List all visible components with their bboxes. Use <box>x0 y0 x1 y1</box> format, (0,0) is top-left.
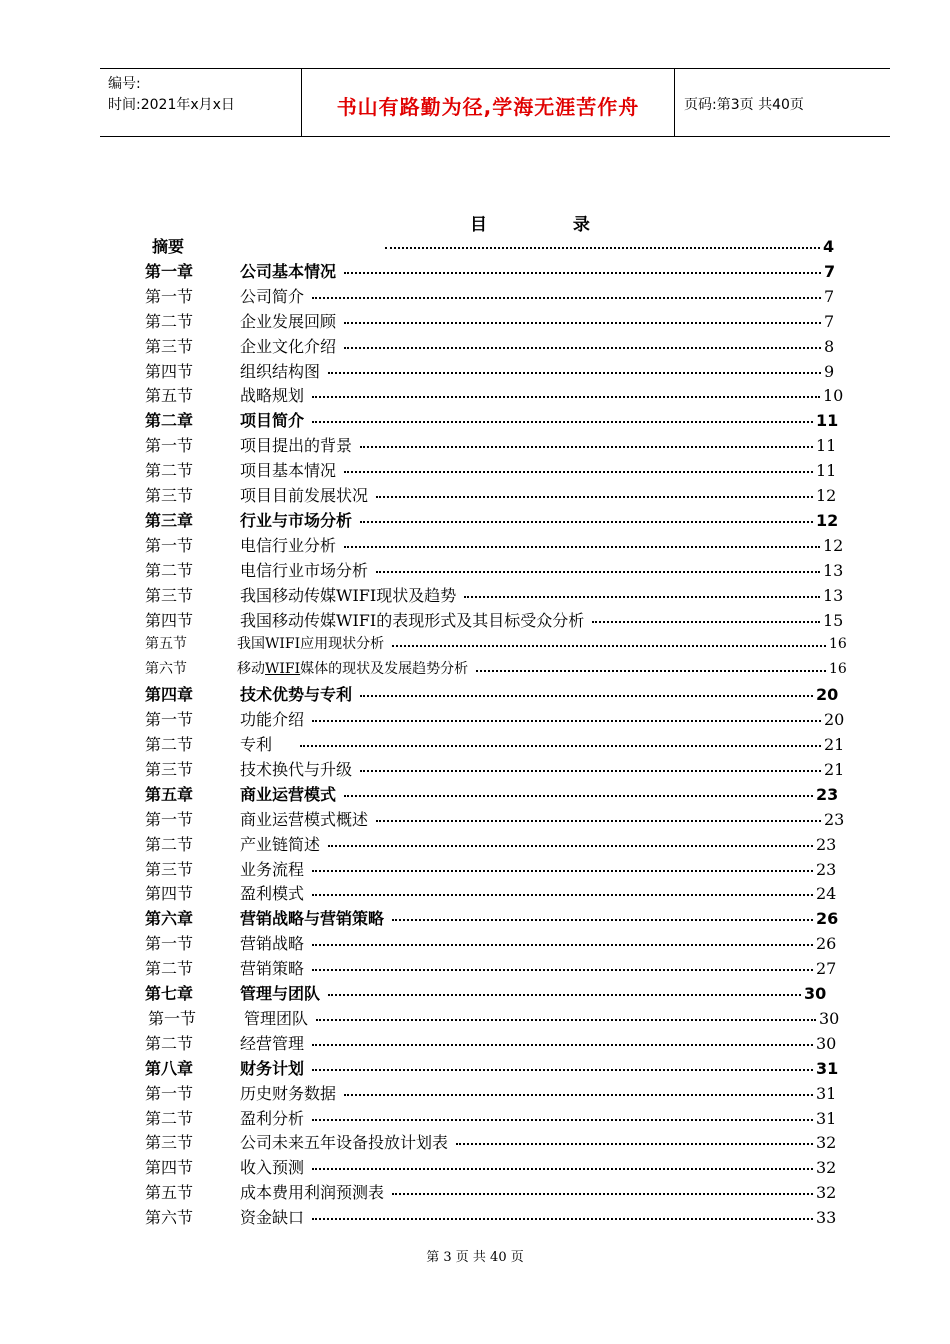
toc-entry-page: 30 <box>803 981 826 1006</box>
toc-entry-title: 营销战略与营销策略 <box>240 906 386 931</box>
toc-entry-title: 产业链简述 <box>240 832 322 857</box>
toc-entry-page: 33 <box>815 1205 836 1230</box>
toc-entry-page: 30 <box>818 1006 839 1031</box>
toc-dot-leader <box>476 670 826 672</box>
header-motto-cell <box>302 69 675 136</box>
toc-entry-title: 我国WIFI应用现状分析 <box>237 632 386 657</box>
toc-entry-number: 第三节 <box>145 859 194 879</box>
toc-entry-number: 第二章 <box>145 411 194 431</box>
toc-dot-leader <box>312 1119 813 1121</box>
toc-dot-leader <box>312 1218 813 1220</box>
toc-entry-number: 第三节 <box>145 585 194 605</box>
toc-chapter-entry[interactable] <box>0 408 950 433</box>
toc-entry-page: 31 <box>815 1106 836 1131</box>
toc-entry-number: 第四章 <box>145 685 194 705</box>
toc-entry-title: 营销战略 <box>240 931 306 956</box>
toc-entry-number: 第五节 <box>145 1183 194 1203</box>
toc-entry-page: 20 <box>815 682 838 707</box>
header-page-cell <box>675 69 890 136</box>
toc-entry-number: 第三节 <box>145 1133 194 1153</box>
toc-entry-page: 12 <box>822 533 843 558</box>
toc-entry-page: 23 <box>815 857 836 882</box>
toc-section-entry[interactable] <box>0 359 950 384</box>
toc-entry-page: 31 <box>815 1056 838 1081</box>
toc-entry-title: 项目基本情况 <box>240 458 338 483</box>
toc-section-entry[interactable] <box>0 1130 950 1155</box>
toc-entry-title: 我国移动传媒WIFI的表现形式及其目标受众分析 <box>240 608 586 633</box>
toc-section-entry[interactable] <box>0 458 950 483</box>
toc-dot-leader <box>344 471 813 473</box>
toc-entry-page: 13 <box>822 558 843 583</box>
toc-entry-title: 收入预测 <box>240 1155 306 1180</box>
toc-entry-number: 第二节 <box>145 959 194 979</box>
toc-dot-leader <box>344 347 821 349</box>
toc-dot-leader <box>312 421 813 423</box>
toc-section-entry[interactable] <box>0 433 950 458</box>
toc-entry-number: 第一节 <box>145 809 194 829</box>
toc-entry-number: 第一节 <box>145 286 194 306</box>
toc-section-entry[interactable] <box>0 757 950 782</box>
toc-chapter-entry[interactable] <box>0 234 950 259</box>
toc-chapter-entry[interactable] <box>0 259 950 284</box>
toc-entry-title: 营销策略 <box>240 956 306 981</box>
toc-entry-number: 第二节 <box>145 560 194 580</box>
toc-entry-number: 第一节 <box>145 934 194 954</box>
toc-entry-page: 32 <box>815 1180 836 1205</box>
toc-entry-number: 第一节 <box>145 710 194 730</box>
toc-dot-leader <box>376 571 820 573</box>
toc-entry-page: 12 <box>815 483 836 508</box>
toc-entry-page: 10 <box>822 383 843 408</box>
toc-entry-title: 盈利分析 <box>240 1106 306 1131</box>
toc-dot-leader <box>344 546 820 548</box>
toc-entry-title: 技术换代与升级 <box>240 757 354 782</box>
toc-entry-page: 13 <box>822 583 843 608</box>
toc-entry-title: 公司基本情况 <box>240 259 338 284</box>
toc-entry-number: 第二节 <box>145 1108 194 1128</box>
toc-entry-title: 商业运营模式概述 <box>240 807 370 832</box>
toc-entry-title: 商业运营模式 <box>240 782 338 807</box>
toc-entry-page: 26 <box>815 931 836 956</box>
toc-entry-page: 26 <box>815 906 838 931</box>
toc-entry-title: 公司简介 <box>240 284 306 309</box>
toc-entry-page: 7 <box>823 284 834 309</box>
toc-section-entry[interactable] <box>0 1106 950 1131</box>
toc-entry-number: 第二节 <box>145 1033 194 1053</box>
toc-dot-leader <box>385 247 820 249</box>
toc-dot-leader <box>312 944 813 946</box>
toc-dot-leader <box>344 272 821 274</box>
toc-entry-page: 12 <box>815 508 838 533</box>
toc-dot-leader <box>300 745 821 747</box>
toc-entry-number: 第五节 <box>145 386 194 406</box>
toc-chapter-entry[interactable] <box>0 1056 950 1081</box>
toc-entry-number: 第二节 <box>145 834 194 854</box>
toc-entry-title: 项目简介 <box>240 408 306 433</box>
toc-section-entry[interactable] <box>0 309 950 334</box>
toc-entry-title: 公司未来五年设备投放计划表 <box>240 1130 450 1155</box>
toc-entry-page: 11 <box>815 408 838 433</box>
toc-dot-leader <box>344 322 821 324</box>
toc-section-entry[interactable] <box>0 1081 950 1106</box>
toc-dot-leader <box>328 845 813 847</box>
page-header <box>100 68 890 137</box>
toc-section-entry[interactable] <box>0 732 950 757</box>
toc-section-entry[interactable] <box>0 583 950 608</box>
toc-entry-title: 资金缺口 <box>240 1205 306 1230</box>
toc-entry-number: 第一节 <box>145 436 194 456</box>
toc-entry-title: 项目目前发展状况 <box>240 483 370 508</box>
toc-dot-leader <box>592 621 820 623</box>
toc-entry-title: 电信行业分析 <box>240 533 338 558</box>
toc-entry-page: 8 <box>823 334 834 359</box>
toc-entry-page: 16 <box>828 632 847 657</box>
header-motto: 书山有路勤为径,学海无涯苦作舟 <box>336 95 640 119</box>
toc-entry-page: 30 <box>815 1031 836 1056</box>
toc-entry-page: 27 <box>815 956 836 981</box>
header-info-cell <box>100 69 302 136</box>
toc-section-entry[interactable] <box>0 956 950 981</box>
toc-entry-number: 第四节 <box>145 1158 194 1178</box>
toc-dot-leader <box>312 1168 813 1170</box>
toc-dot-leader <box>456 1143 813 1145</box>
toc-entry-title: 历史财务数据 <box>240 1081 338 1106</box>
toc-entry-number: 第五章 <box>145 784 194 804</box>
toc-section-entry[interactable] <box>0 533 950 558</box>
toc-entry-page: 23 <box>815 832 836 857</box>
toc-entry-page: 23 <box>823 807 844 832</box>
toc-dot-leader <box>312 396 820 398</box>
toc-entry-page: 20 <box>823 707 844 732</box>
toc-entry-title: 管理团队 <box>244 1006 310 1031</box>
toc-entry-title: 电信行业市场分析 <box>240 558 370 583</box>
toc-entry-title: 财务计划 <box>240 1056 306 1081</box>
toc-entry-number: 第四节 <box>145 884 194 904</box>
toc-chapter-entry[interactable] <box>0 508 950 533</box>
toc-dot-leader <box>312 969 813 971</box>
toc-entry-page: 7 <box>823 259 835 284</box>
toc-entry-page: 16 <box>828 657 847 682</box>
toc-entry-title: 企业发展回顾 <box>240 309 338 334</box>
toc-entry-title: 盈利模式 <box>240 881 306 906</box>
header-page-label: 页码:第3页 共40页 <box>684 97 804 113</box>
toc-entry-title: 经营管理 <box>240 1031 306 1056</box>
toc-dot-leader <box>464 596 820 598</box>
toc-section-entry[interactable] <box>0 334 950 359</box>
toc-entry-number: 第二节 <box>145 461 194 481</box>
toc-entry-title: 技术优势与专利 <box>240 682 354 707</box>
toc-entry-page: 23 <box>815 782 838 807</box>
toc-dot-leader <box>328 372 821 374</box>
toc-dot-leader <box>360 446 813 448</box>
toc-entry-number: 第八章 <box>145 1058 194 1078</box>
toc-dot-leader <box>392 645 826 647</box>
toc-entry-number: 第六节 <box>145 1208 194 1228</box>
toc-dot-leader <box>312 894 813 896</box>
toc-section-entry[interactable] <box>0 1180 950 1205</box>
toc-dot-leader <box>392 1193 813 1195</box>
toc-entry-title: 专利 <box>240 732 274 757</box>
doc-time-label: 时间:2021年x月x日 <box>108 97 235 113</box>
toc-section-entry[interactable] <box>0 284 950 309</box>
toc-entry-title: 业务流程 <box>240 857 306 882</box>
toc-entry-number: 第三节 <box>145 486 194 505</box>
toc-section-entry[interactable] <box>0 1006 950 1031</box>
toc-entry-page: 21 <box>823 757 844 782</box>
toc-dot-leader <box>316 1019 816 1021</box>
toc-section-entry[interactable] <box>0 608 950 633</box>
toc-entry-title: 项目提出的背景 <box>240 433 354 458</box>
toc-section-entry[interactable] <box>0 558 950 583</box>
toc-entry-number: 第一节 <box>145 535 194 555</box>
toc-entry-page: 24 <box>815 881 836 906</box>
toc-section-entry[interactable] <box>0 383 950 408</box>
toc-entry-number: 第三节 <box>145 336 194 356</box>
toc-dot-leader <box>344 795 813 797</box>
toc-entry-page: 9 <box>823 359 834 384</box>
toc-section-entry[interactable] <box>0 483 950 508</box>
toc-section-entry[interactable] <box>0 657 950 682</box>
toc-section-entry[interactable] <box>0 1155 950 1180</box>
toc-entry-page: 4 <box>822 234 834 259</box>
toc-entry-number: 第一节 <box>148 1008 197 1028</box>
toc-title: 目 录 <box>470 215 630 235</box>
toc-entry-title: 组织结构图 <box>240 359 322 384</box>
toc-dot-leader <box>344 1094 813 1096</box>
toc-dot-leader <box>312 297 821 299</box>
toc-section-entry[interactable] <box>0 1205 950 1230</box>
toc-entry-page: 7 <box>823 309 834 334</box>
toc-entry-number: 第四节 <box>145 610 194 630</box>
toc-section-entry[interactable] <box>0 857 950 882</box>
toc-entry-title: 企业文化介绍 <box>240 334 338 359</box>
toc-entry-page: 21 <box>823 732 844 757</box>
toc-entry-number: 第五节 <box>145 636 187 653</box>
toc-dot-leader <box>376 820 821 822</box>
toc-entry-page: 15 <box>822 608 843 633</box>
toc-entry-title: 移动WIFI媒体的现状及发展趋势分析 <box>237 657 470 682</box>
toc-dot-leader <box>360 770 821 772</box>
toc-dot-leader <box>392 919 813 921</box>
toc-entry-number: 第六节 <box>145 661 187 678</box>
toc-dot-leader <box>312 1044 813 1046</box>
toc-entry-title: 战略规划 <box>240 383 306 408</box>
toc-entry-page: 32 <box>815 1155 836 1180</box>
toc-entry-number: 第七章 <box>145 984 194 1003</box>
toc-dot-leader <box>312 870 813 872</box>
toc-section-entry[interactable] <box>0 807 950 832</box>
toc-entry-title: 成本费用利润预测表 <box>240 1180 386 1205</box>
toc-chapter-entry[interactable] <box>0 981 950 1006</box>
toc-dot-leader <box>312 1069 813 1071</box>
toc-entry-number: 第一节 <box>145 1083 194 1103</box>
toc-entry-number: 第四节 <box>145 361 194 381</box>
toc-entry-number: 第二节 <box>145 311 194 331</box>
toc-dot-leader <box>360 695 813 697</box>
toc-section-entry[interactable] <box>0 832 950 857</box>
toc-chapter-entry[interactable] <box>0 906 950 931</box>
toc-entry-number: 第一章 <box>145 261 194 281</box>
toc-section-entry[interactable] <box>0 632 950 657</box>
toc-chapter-entry[interactable] <box>0 682 950 707</box>
toc-entry-title: 管理与团队 <box>240 981 322 1006</box>
toc-section-entry[interactable] <box>0 931 950 956</box>
toc-entry-number: 摘要 <box>152 237 185 256</box>
toc-entry-title: 行业与市场分析 <box>240 508 354 533</box>
toc-section-entry[interactable] <box>0 881 950 906</box>
toc-entry-page: 32 <box>815 1130 836 1155</box>
toc-entry-page: 31 <box>815 1081 836 1106</box>
toc-dot-leader <box>328 994 801 996</box>
toc-entry-page: 11 <box>815 433 836 458</box>
toc-entry-number: 第三章 <box>145 510 194 530</box>
toc-entry-title: 我国移动传媒WIFI现状及趋势 <box>240 583 458 608</box>
toc-dot-leader <box>360 521 813 523</box>
toc-entry-number: 第二节 <box>145 735 194 754</box>
toc-dot-leader <box>312 720 821 722</box>
toc-dot-leader <box>376 496 813 498</box>
toc-entry-page: 11 <box>815 458 836 483</box>
toc-section-entry[interactable] <box>0 1031 950 1056</box>
toc-entry-number: 第六章 <box>145 909 194 929</box>
toc-entry-number: 第三节 <box>145 759 194 779</box>
doc-number-label: 编号: <box>108 76 141 92</box>
toc-chapter-entry[interactable] <box>0 782 950 807</box>
toc-entry-title: 功能介绍 <box>240 707 306 732</box>
page-footer: 第 3 页 共 40 页 <box>426 1250 524 1265</box>
toc-section-entry[interactable] <box>0 707 950 732</box>
